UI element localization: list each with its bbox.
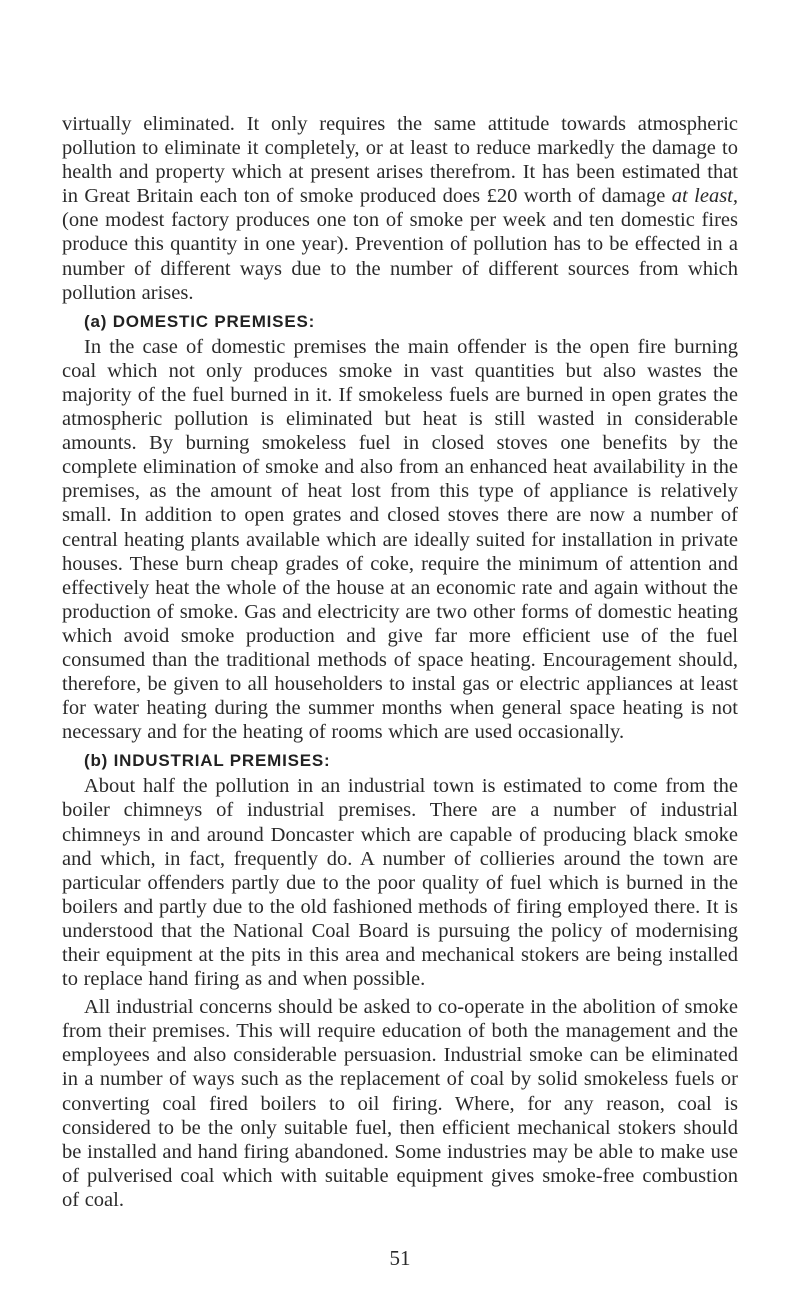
industrial-paragraph-2: All industrial concerns should be asked to co-operate in the abolition of smoke from their premises. This will require education of both the management and the employees and also considerable persuasion. Industrial smoke can be eliminated in a number of ways such as the replacement of coal by solid smokeless fuels or converting coal fired boilers to oil firing. Where, for any reason, coal is considered to be the only suitable fuel, then efficient mechanical stokers should be installed and hand firing abandoned. Some industries may be able to make use of pulverised coal which with suitable equipment gives smoke-free combustion of coal. (62, 996, 738, 1211)
page-number: 51 (389, 1246, 411, 1270)
intro-text: virtually eliminated. It only requires the same attitude towards atmospheric pollution to eliminate it completely, or at least to reduce markedly the damage to health and property which at present arises therefrom. It has been estimated that in Great Britain each ton of smoke produced does £20 worth of damage (62, 113, 738, 208)
section-heading-domestic: (a) DOMESTIC PREMISES: (84, 311, 316, 331)
intro-paragraph (62, 112, 738, 305)
intro-text-continued: (one modest factory produces one ton of smoke per week and ten domestic fires produce this quantity in one year). Prevention of pollution has to be effected in a number of different ways due to the number of different sources from which pollution arises. (62, 209, 738, 304)
domestic-paragraph: In the case of domestic premises the main offender is the open fire burning coal which not only produces smoke in vast quantities but also wastes the majority of the fuel burned in it. If smokeless fuels are burned in open grates the atmospheric pollution is eliminated but heat is still wasted in considerable amounts. By burning smokeless fuel in closed stoves one benefits by the complete elimination of smoke and also from an enhanced heat availability in the premises, as the amount of heat lost from this type of appliance is relatively small. In addition to open grates and closed stoves there are now a number of central heating plants available which are ideally suited for installation in private houses. These burn cheap grades of coke, require the minimum of attention and effectively heat the whole of the house at an economic rate and again without the production of smoke. Gas and electricity are two other forms of domestic heating which avoid smoke production and give far more efficient use of the fuel consumed than the traditional methods of space heating. Encouragement should, therefore, be given to all householders to instal gas or electric appliances at least for water heating during the summer months when general space heating is not necessary and for the heating of rooms which are used occasionally. (62, 335, 738, 744)
industrial-paragraph-1: About half the pollution in an industrial town is estimated to come from the boiler chimneys of industrial premises. There are a number of industrial chimneys in and around Doncaster which are capable of producing black smoke and which, in fact, frequently do. A number of collieries around the town are particular offenders partly due to the poor quality of fuel which is burned in the boilers and partly due to the old fashioned methods of firing employed there. It is understood that the National Coal Board is pursuing the policy of modernising their equipment at the pits in this area and mechanical stokers are being installed to replace hand firing as and when possible. (62, 775, 738, 991)
intro-emphasis: at least, (671, 185, 738, 208)
page-body (62, 112, 738, 1212)
section-heading-industrial: (b) INDUSTRIAL PREMISES: (84, 751, 331, 771)
